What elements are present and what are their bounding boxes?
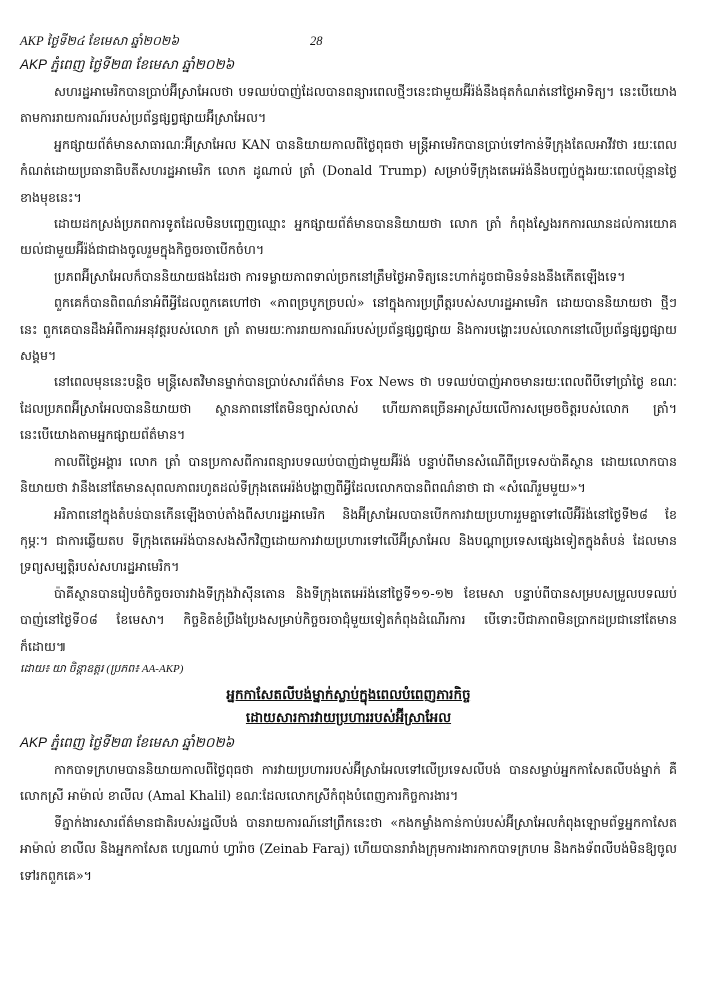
article-byline: ដោយ៖ យា ចិន្តាឧត្តរ (ប្រភព៖ AA-AKP): [20, 662, 184, 675]
article-paragraph: អ្នកផ្សាយព័ត៌មានសាធារណៈអ៊ីស្រាអែល KAN បាននិយាយកាលពីថ្ងៃពុធថា មន្ត្រីអាមេរិកបានប្រាប់ទៅកាន់ទីក្រុងតែលអាវីវថា រយៈពេលកំណត់ដោយប្រធានាធិបតីសហរដ្ឋអាមេរិក លោក ដូណាល់ ត្រាំ (Donald Trump) សម្រាប់ទីក្រុងតេអេរ៉ង់នឹងបញ្ចប់ក្នុងរយៈពេលប៉ុន្មានថ្ងៃខាងមុខនេះ។: [20, 136, 677, 205]
running-header-text: AKP ថ្ងៃទី២៤ ខែមេសា ឆ្នាំ២០២៦: [20, 34, 180, 48]
article-paragraph: នៅពេលមុននេះបន្តិច មន្ត្រីសេតវិមានម្នាក់បានប្រាប់សារព័ត៌មាន Fox News ថា បទឈប់បាញ់អាចមានរយៈពេលពីបីទៅប្រាំថ្ងៃ ខណៈដែលប្រភពអ៊ីស្រាអែលបាននិយាយថា ស្ថានភាពនៅតែមិនច្បាស់លាស់ ហើយភាគច្រើនអាស្រ័យលើការសម្រេចចិត្តរបស់លោក ត្រាំ។ នេះបើយោងតាមអ្នកផ្សាយព័ត៌មាន។: [20, 374, 677, 443]
page-number: 28: [310, 34, 323, 48]
article-journalist: [20, 684, 677, 889]
article-title: [20, 684, 677, 730]
article-paragraph: កាកបាទក្រហមបាននិយាយកាលពីថ្ងៃពុធថា ការវាយប្រហាររបស់អ៊ីស្រាអែលទៅលើប្រទេសលីបង់ បានសម្លាប់អ្នកកាសែតលីបង់ម្នាក់ គឺលោកស្រី អាម៉ាល់ ខាលីល (Amal Khalil) ខណៈដែលលោកស្រីកំពុងបំពេញភារកិច្ចការងារ។: [20, 761, 677, 804]
running-header: [20, 34, 677, 52]
article-title-line: អ្នកកាសែតលីបង់ម្នាក់ស្លាប់ក្នុងពេលបំពេញភារកិច្ច: [226, 686, 471, 703]
article-paragraph: ដោយដកស្រង់ប្រភពការទូតដែលមិនបញ្ចេញឈ្មោះ អ្នកផ្សាយព័ត៌មានបាននិយាយថា លោក ត្រាំ កំពុងស្វែងរកការឈានដល់ការយោគយល់ជាមួយអ៊ីរ៉ង់ជាជាងចូលរួមក្នុងកិច្ចចរចាបើកចំហ។: [20, 216, 677, 258]
article-paragraph: អរិភាពនៅក្នុងតំបន់បានកើនឡើងចាប់តាំងពីសហរដ្ឋអាមេរិក និងអ៊ីស្រាអែលបានបើកការវាយប្រហាររួមគ្នាទៅលើអ៊ីរ៉ង់នៅថ្ងៃទី២៨ ខែកុម្ភៈ។ ជាការឆ្លើយតប ទីក្រុងតេអេរ៉ង់បានសងសឹកវិញដោយការវាយប្រហារទៅលើអ៊ីស្រាអែល និងបណ្តាប្រទេសផ្សេងទៀតក្នុងតំបន់ ដែលមានទ្រព្យសម្បត្តិរបស់សហរដ្ឋអាមេរិក។: [20, 506, 677, 575]
article-dateline: AKP ភ្នំពេញ ថ្ងៃទី២៣ ខែមេសា ឆ្នាំ២០២៦: [20, 734, 235, 750]
article-paragraph: ប្រភពអ៊ីស្រាអែលក៏បាននិយាយផងដែរថា ការទម្លាយភាពទាល់ច្រកនៅត្រឹមថ្ងៃអាទិត្យនេះហាក់ដូចជាមិនទំនងនឹងកើតឡើងទេ។: [54, 268, 626, 284]
article-dateline: AKP ភ្នំពេញ ថ្ងៃទី២៣ ខែមេសា ឆ្នាំ២០២៦: [20, 57, 235, 72]
article-paragraph: សហរដ្ឋអាមេរិកបានប្រាប់អ៊ីស្រាអែលថា បទឈប់បាញ់ដែលបានពន្យារពេលថ្មីៗនេះជាមួយអ៊ីរ៉ង់នឹងផុតកំណត់នៅថ្ងៃអាទិត្យ។ នេះបើយោងតាមការរាយការណ៍របស់ប្រព័ន្ធផ្សព្វផ្សាយអ៊ីស្រាអែល។: [20, 84, 677, 126]
article-paragraph: ពួកគេក៏បានពិពណ៌នាអំពីអ្វីដែលពួកគេហៅថា «ភាពច្របូកច្របល់» នៅក្នុងការប្រព្រឹត្តរបស់សហរដ្ឋអាមេរិក ដោយបាននិយាយថា ថ្មីៗនេះ ពួកគេបានដឹងអំពីការអនុវត្តរបស់លោក ត្រាំ តាមរយៈការរាយការណ៍របស់ប្រព័ន្ធផ្សព្វផ្សាយ និងការបង្ហោះរបស់លោកនៅលើប្រព័ន្ធផ្សព្វផ្សាយសង្គម។: [20, 295, 677, 364]
article-ceasefire: [20, 56, 677, 678]
article-paragraph: ប៉ាគីស្ថានបានរៀបចំកិច្ចចរចារវាងទីក្រុងវ៉ាស៊ីនតោន និងទីក្រុងតេអេរ៉ង់នៅថ្ងៃទី១១-១២ ខែមេសា បន្ទាប់ពីបានសម្របសម្រួលបទឈប់បាញ់នៅថ្ងៃទី០៨ ខែមេសា។ កិច្ចខិតខំប្រឹងប្រែងសម្រាប់កិច្ចចរចាជុំមួយទៀតកំពុងដំណើរការ បើទោះបីជាភាពមិនប្រាកដប្រជានៅតែមានក៏ដោយ៕: [20, 585, 677, 654]
article-paragraph: កាលពីថ្ងៃអង្គារ លោក ត្រាំ បានប្រកាសពីការពន្យារបទឈប់បាញ់ជាមួយអ៊ីរ៉ង់ បន្ទាប់ពីមានសំណើពីប្រទេសប៉ាគីស្ថាន ដោយលោកបាននិយាយថា វានឹងនៅតែមានសុពលភាពរហូតដល់ទីក្រុងតេអេរ៉ង់បង្ហាញពីអ្វីដែលលោកបានពិពណ៌នាថា ជា «សំណើរួមមួយ»។: [20, 453, 677, 496]
article-title-line: ដោយសារការវាយប្រហាររបស់អ៊ីស្រាអែល: [245, 709, 452, 726]
article-paragraph: ទីភ្នាក់ងារសារព័ត៌មានជាតិរបស់រដ្ឋលីបង់ បានរាយការណ៍នៅព្រឹកនេះថា «កងកម្លាំងកាន់កាប់របស់អ៊ីស្រាអែលកំពុងឡោមព័ទ្ធអ្នកកាសែត អាម៉ាល់ ខាលីល និងអ្នកកាសែត ហ្សេណាប់ ហ្វារ៉ាច (Zeinab Faraj) ហើយបានរារាំងក្រុមការងារកាកបាទក្រហម និងកងទ័ពលីបង់មិនឱ្យចូលទៅរកពួកគេ»។: [20, 814, 677, 883]
